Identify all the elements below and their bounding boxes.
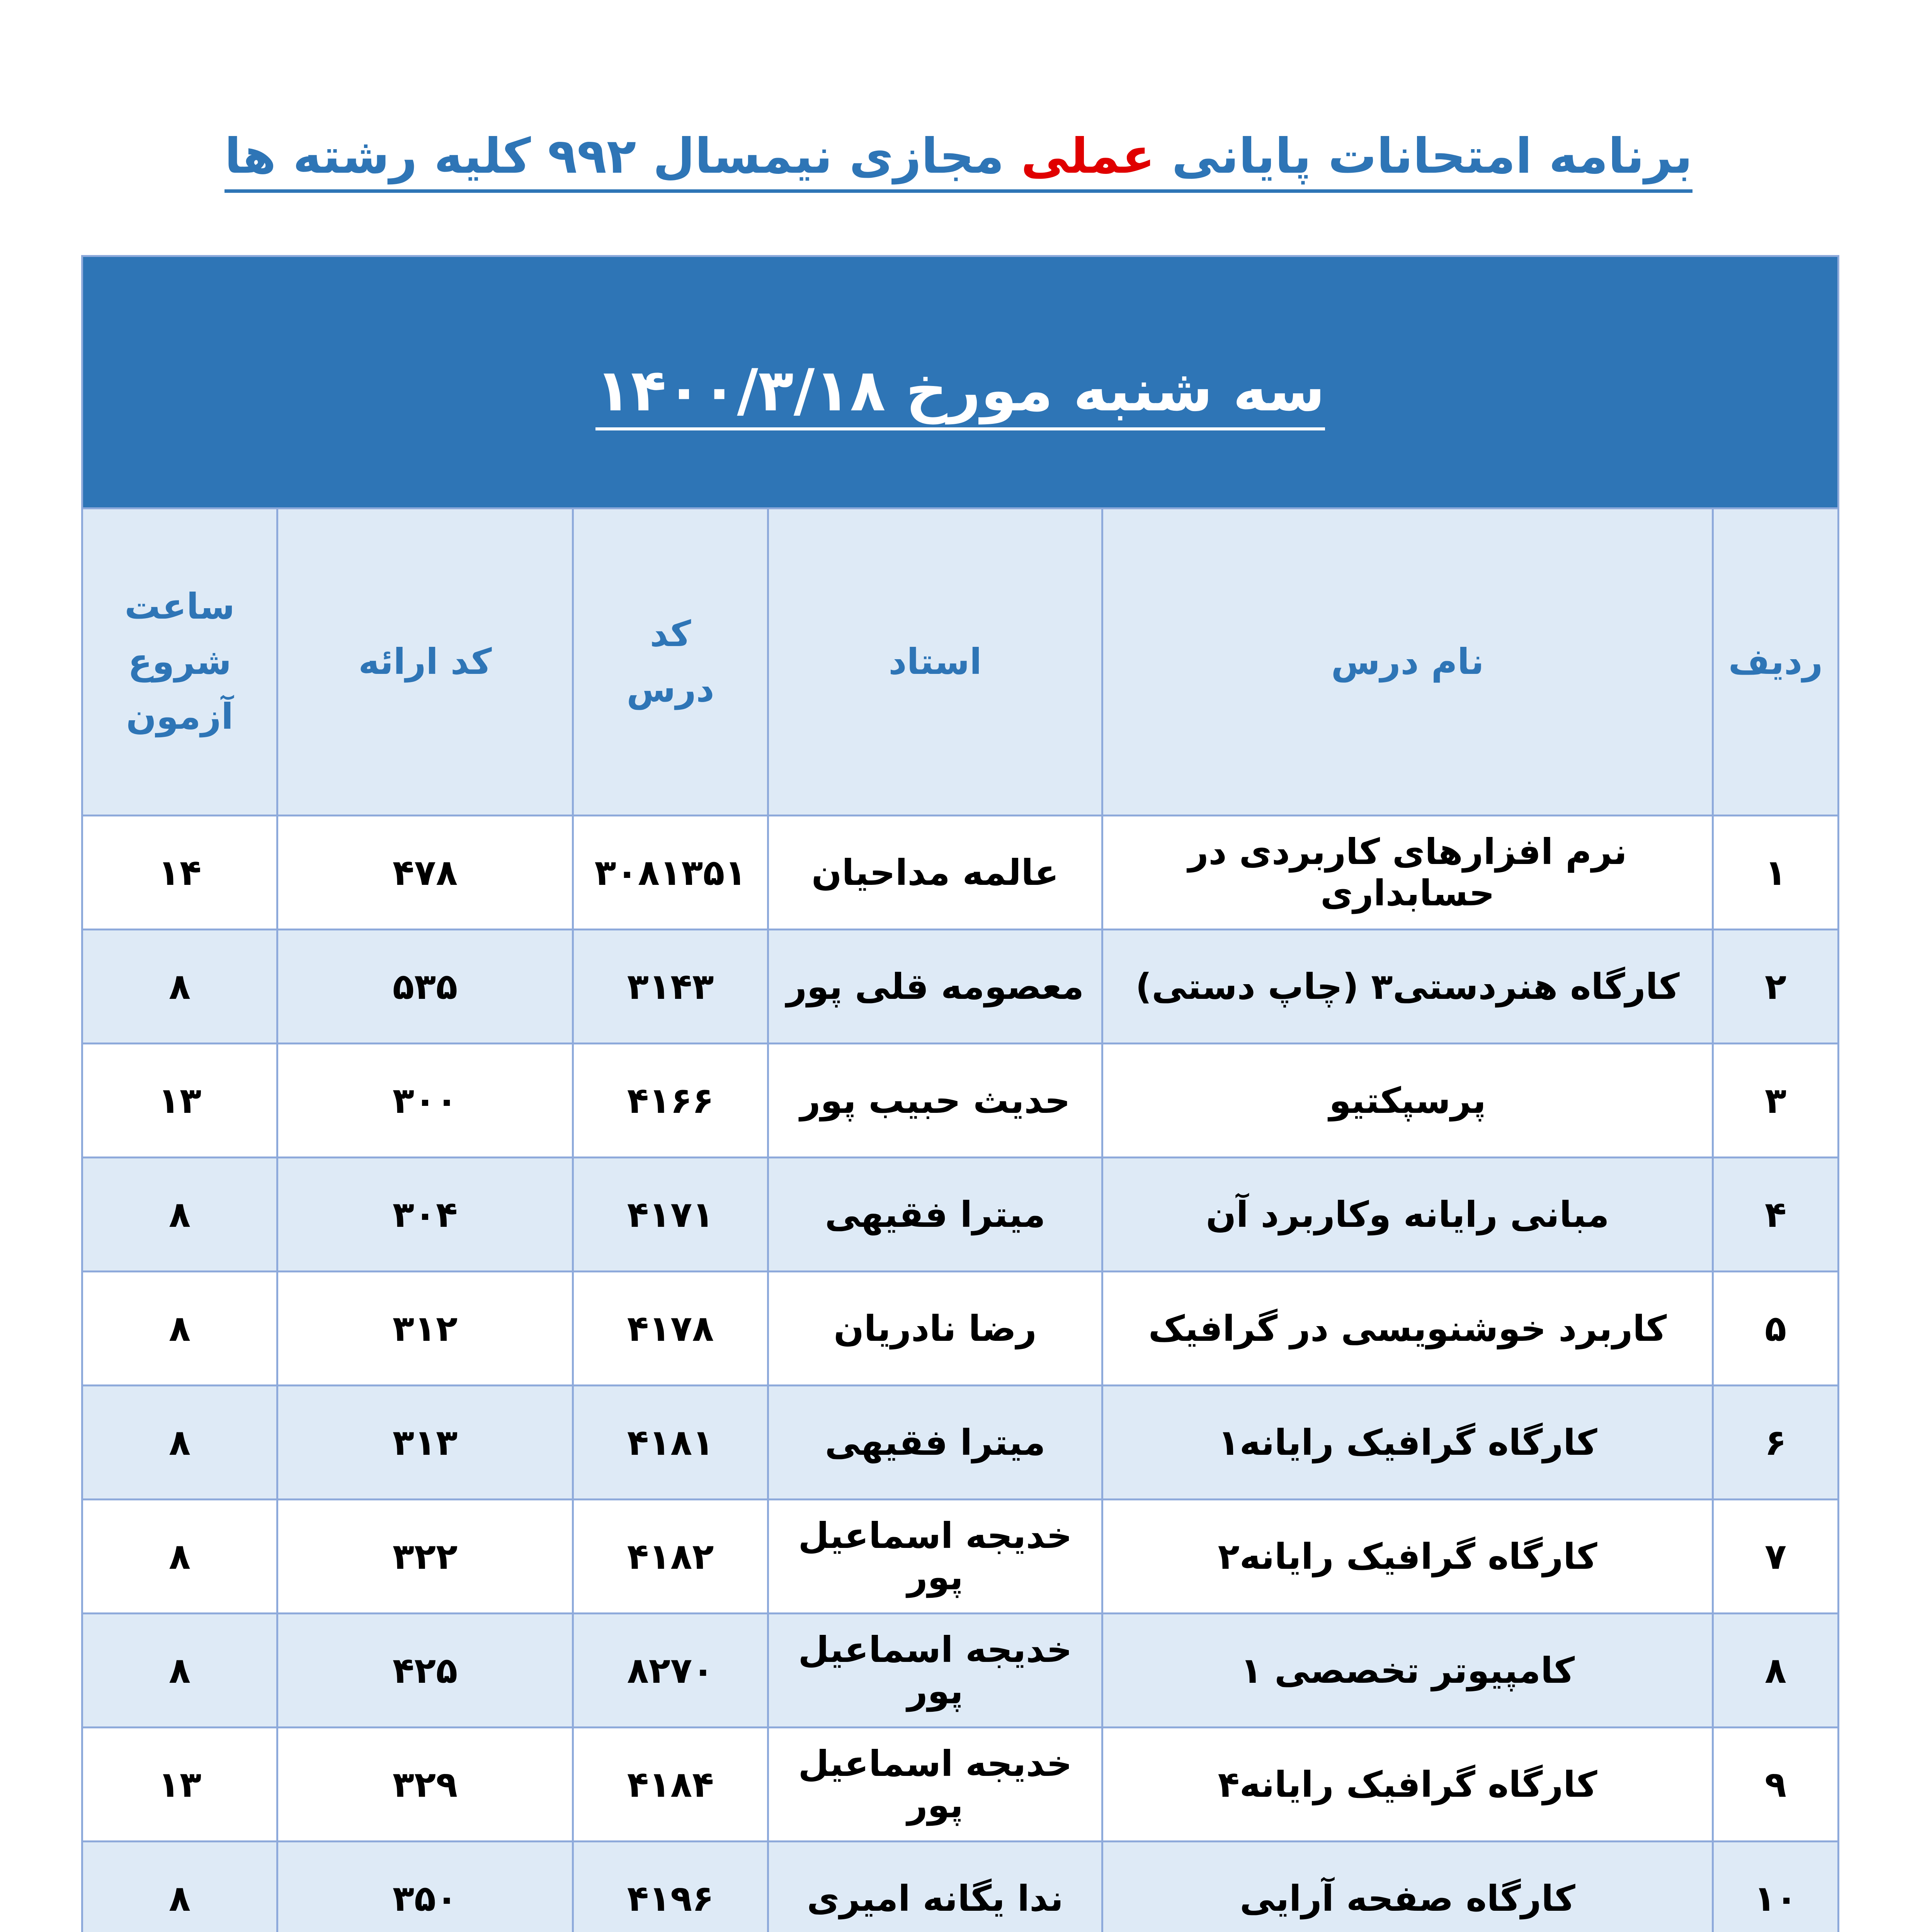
cell-start-time: ۸ [82, 1386, 277, 1500]
cell-offer-code: ۳۰۴ [277, 1158, 573, 1272]
title-wrap [0, 128, 1917, 193]
cell-offer-code: ۴۲۵ [277, 1614, 573, 1728]
cell-offer-code: ۳۱۲ [277, 1272, 573, 1386]
cell-start-time: ۸ [82, 1614, 277, 1728]
cell-offer-code: ۴۷۸ [277, 816, 573, 930]
cell-course-name: کامپیوتر تخصصی ۱ [1102, 1614, 1713, 1728]
cell-start-time: ۸ [82, 1842, 277, 1932]
cell-course-name: کارگاه گرافیک رایانه۱ [1102, 1386, 1713, 1500]
cell-offer-code: ۳۲۲ [277, 1500, 573, 1614]
cell-instructor: ندا یگانه امیری [768, 1842, 1102, 1932]
cell-offer-code: ۳۱۳ [277, 1386, 573, 1500]
table-row [82, 816, 1839, 930]
cell-course-name: کاربرد خوشنویسی در گرافیک [1102, 1272, 1713, 1386]
exam-date: سه شنبه مورخ ۱۴۰۰/۳/۱۸ [595, 357, 1325, 430]
table-row [82, 1044, 1839, 1158]
cell-course-code: ۴۱۷۸ [573, 1272, 768, 1386]
cell-row-no: ۱ [1713, 816, 1839, 930]
header-course-code: کد درس [573, 509, 768, 816]
cell-row-no: ۹ [1713, 1728, 1839, 1842]
cell-course-code: ۸۲۷۰ [573, 1614, 768, 1728]
cell-instructor: عالمه مداحیان [768, 816, 1102, 930]
cell-instructor: میترا فقیهی [768, 1386, 1102, 1500]
page-title [225, 128, 1692, 193]
cell-start-time: ۱۳ [82, 1044, 277, 1158]
table-body [82, 816, 1839, 1932]
cell-instructor: حدیث حبیب پور [768, 1044, 1102, 1158]
header-instructor: استاد [768, 509, 1102, 816]
cell-course-code: ۴۱۹۶ [573, 1842, 768, 1932]
cell-instructor: رضا نادریان [768, 1272, 1102, 1386]
table-row [82, 1386, 1839, 1500]
cell-course-code: ۴۱۸۱ [573, 1386, 768, 1500]
cell-course-code: ۳۰۸۱۳۵۱ [573, 816, 768, 930]
title-part-2: مجازی نیمسال ۹۹۲ کلیه رشته ها [224, 128, 1021, 184]
cell-row-no: ۶ [1713, 1386, 1839, 1500]
cell-row-no: ۸ [1713, 1614, 1839, 1728]
cell-start-time: ۱۴ [82, 816, 277, 930]
exam-schedule-table [81, 255, 1839, 1932]
table-row [82, 1500, 1839, 1614]
header-offer-code: کد ارائه [277, 509, 573, 816]
cell-start-time: ۸ [82, 1500, 277, 1614]
title-highlight: عملی [1021, 128, 1155, 184]
cell-instructor: خدیجه اسماعیل پور [768, 1500, 1102, 1614]
title-part-1: برنامه امتحانات پایانی [1155, 128, 1693, 184]
table-row [82, 930, 1839, 1044]
date-banner-row [82, 256, 1839, 509]
cell-course-name: کارگاه صفحه آرایی [1102, 1842, 1713, 1932]
table-row [82, 1158, 1839, 1272]
cell-course-code: ۴۱۷۱ [573, 1158, 768, 1272]
cell-row-no: ۱۰ [1713, 1842, 1839, 1932]
cell-row-no: ۵ [1713, 1272, 1839, 1386]
cell-instructor: خدیجه اسماعیل پور [768, 1614, 1102, 1728]
cell-offer-code: ۳۲۹ [277, 1728, 573, 1842]
cell-course-name: پرسپکتیو [1102, 1044, 1713, 1158]
cell-instructor: میترا فقیهی [768, 1158, 1102, 1272]
cell-course-name: مبانی رایانه وکاربرد آن [1102, 1158, 1713, 1272]
cell-start-time: ۸ [82, 930, 277, 1044]
cell-course-code: ۳۱۴۳ [573, 930, 768, 1044]
cell-start-time: ۱۳ [82, 1728, 277, 1842]
cell-row-no: ۷ [1713, 1500, 1839, 1614]
cell-start-time: ۸ [82, 1158, 277, 1272]
header-course-name: نام درس [1102, 509, 1713, 816]
table-row [82, 1272, 1839, 1386]
cell-row-no: ۲ [1713, 930, 1839, 1044]
cell-course-name: نرم افزارهای کاربردی در حسابداری [1102, 816, 1713, 930]
cell-course-code: ۴۱۸۴ [573, 1728, 768, 1842]
cell-course-code: ۴۱۶۶ [573, 1044, 768, 1158]
table-row [82, 1614, 1839, 1728]
cell-offer-code: ۳۰۰ [277, 1044, 573, 1158]
cell-offer-code: ۵۳۵ [277, 930, 573, 1044]
table-row [82, 1842, 1839, 1932]
date-banner-cell [82, 256, 1839, 509]
cell-course-name: کارگاه هنردستی۳ (چاپ دستی) [1102, 930, 1713, 1044]
cell-instructor: خدیجه اسماعیل پور [768, 1728, 1102, 1842]
cell-start-time: ۸ [82, 1272, 277, 1386]
cell-course-code: ۴۱۸۲ [573, 1500, 768, 1614]
cell-row-no: ۳ [1713, 1044, 1839, 1158]
header-row-no: ردیف [1713, 509, 1839, 816]
cell-instructor: معصومه قلی پور [768, 930, 1102, 1044]
header-start-time: ساعت شروع آزمون [82, 509, 277, 816]
table-header-row [82, 509, 1839, 816]
table-row [82, 1728, 1839, 1842]
cell-offer-code: ۳۵۰ [277, 1842, 573, 1932]
cell-row-no: ۴ [1713, 1158, 1839, 1272]
cell-course-name: کارگاه گرافیک رایانه۲ [1102, 1500, 1713, 1614]
cell-course-name: کارگاه گرافیک رایانه۴ [1102, 1728, 1713, 1842]
